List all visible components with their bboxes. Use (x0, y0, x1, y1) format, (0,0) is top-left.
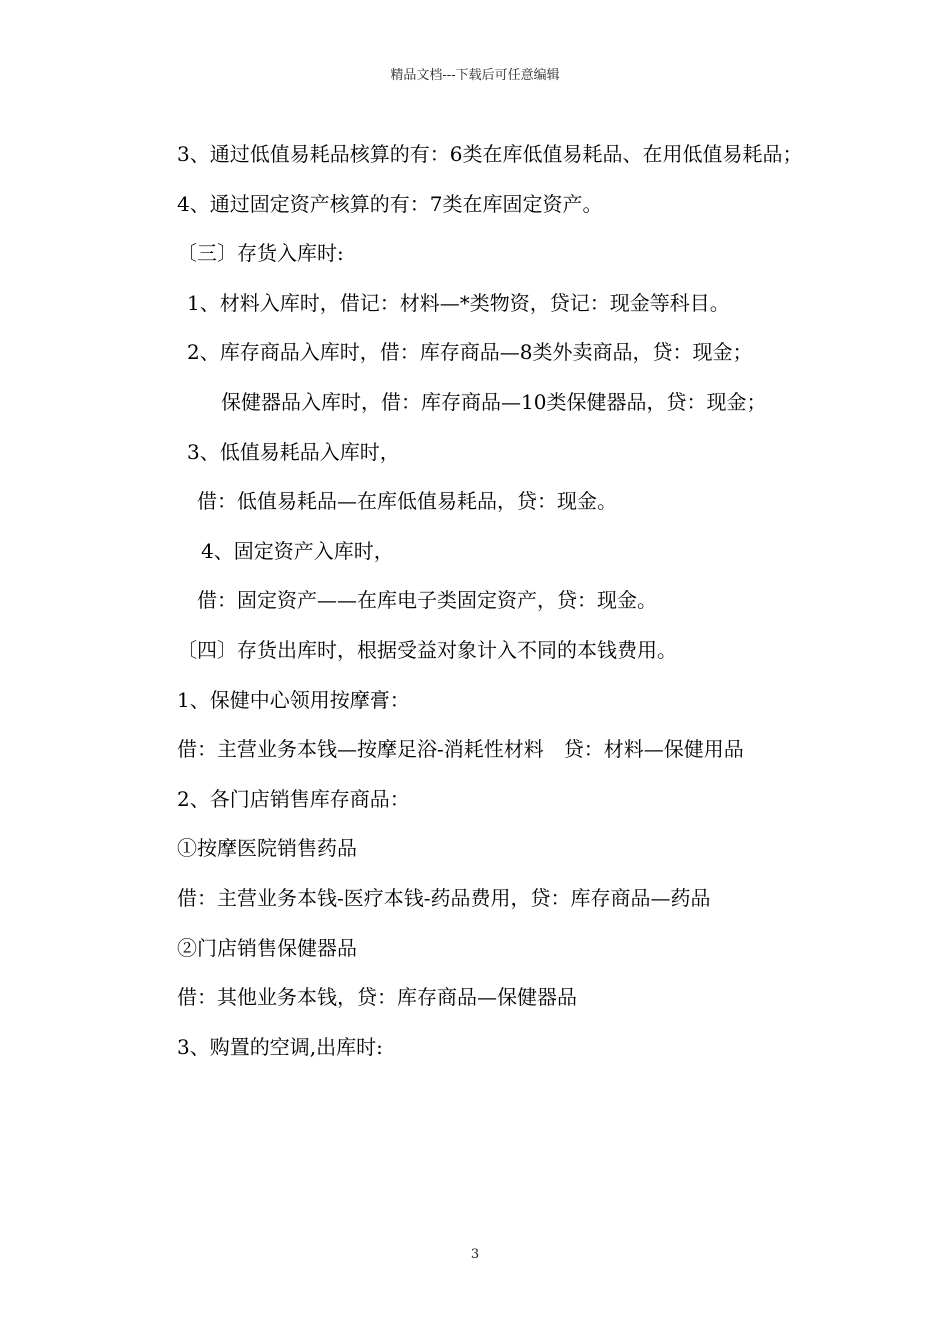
paragraph-line: 借：其他业务本钱，贷：库存商品—保健器品 (177, 985, 577, 1010)
paragraph-line: 1、材料入库时，借记：材料—*类物资，贷记：现金等科目。 (187, 290, 730, 315)
paragraph-line: 3、通过低值易耗品核算的有：6类在库低值易耗品、在用低值易耗品； (177, 142, 803, 166)
document-body (145, 130, 813, 1072)
section-heading: 〔三〕存货入库时: (177, 241, 344, 266)
paragraph-line: 保健器品入库时，借：库存商品—10类保健器品，贷：现金； (221, 389, 767, 414)
section-heading: 〔四〕存货出库时，根据受益对象计入不同的本钱费用。 (177, 637, 677, 662)
paragraph-line: ①按摩医院销售药品 (177, 836, 357, 861)
paragraph-line: 3、低值易耗品入库时， (187, 439, 400, 464)
paragraph-line: 1、保健中心领用按摩膏： (177, 687, 410, 712)
paragraph-line: 借：主营业务本钱-医疗本钱-药品费用，贷：库存商品—药品 (177, 885, 711, 910)
paragraph-line: 2、库存商品入库时，借：库存商品—8类外卖商品，贷：现金； (187, 340, 753, 365)
page-number: 3 (470, 1247, 480, 1262)
paragraph-line: 4、通过固定资产核算的有：7类在库固定资产。 (177, 191, 603, 216)
paragraph-line: ②门店销售保健器品 (177, 935, 357, 960)
paragraph-line: 2、各门店销售库存商品： (177, 786, 410, 811)
paragraph-line: 借：固定资产——在库电子类固定资产，贷：现金。 (197, 588, 657, 613)
page-header: 精品文档---下载后可任意编辑 (390, 68, 560, 83)
paragraph-line: 3、购置的空调,出库时: (177, 1034, 383, 1059)
paragraph-line: 4、固定资产入库时， (201, 538, 394, 563)
paragraph-line: 借：主营业务本钱—按摩足浴-消耗性材料 贷：材料—保健用品 (177, 737, 744, 762)
paragraph-line: 借：低值易耗品—在库低值易耗品，贷：现金。 (197, 489, 617, 514)
